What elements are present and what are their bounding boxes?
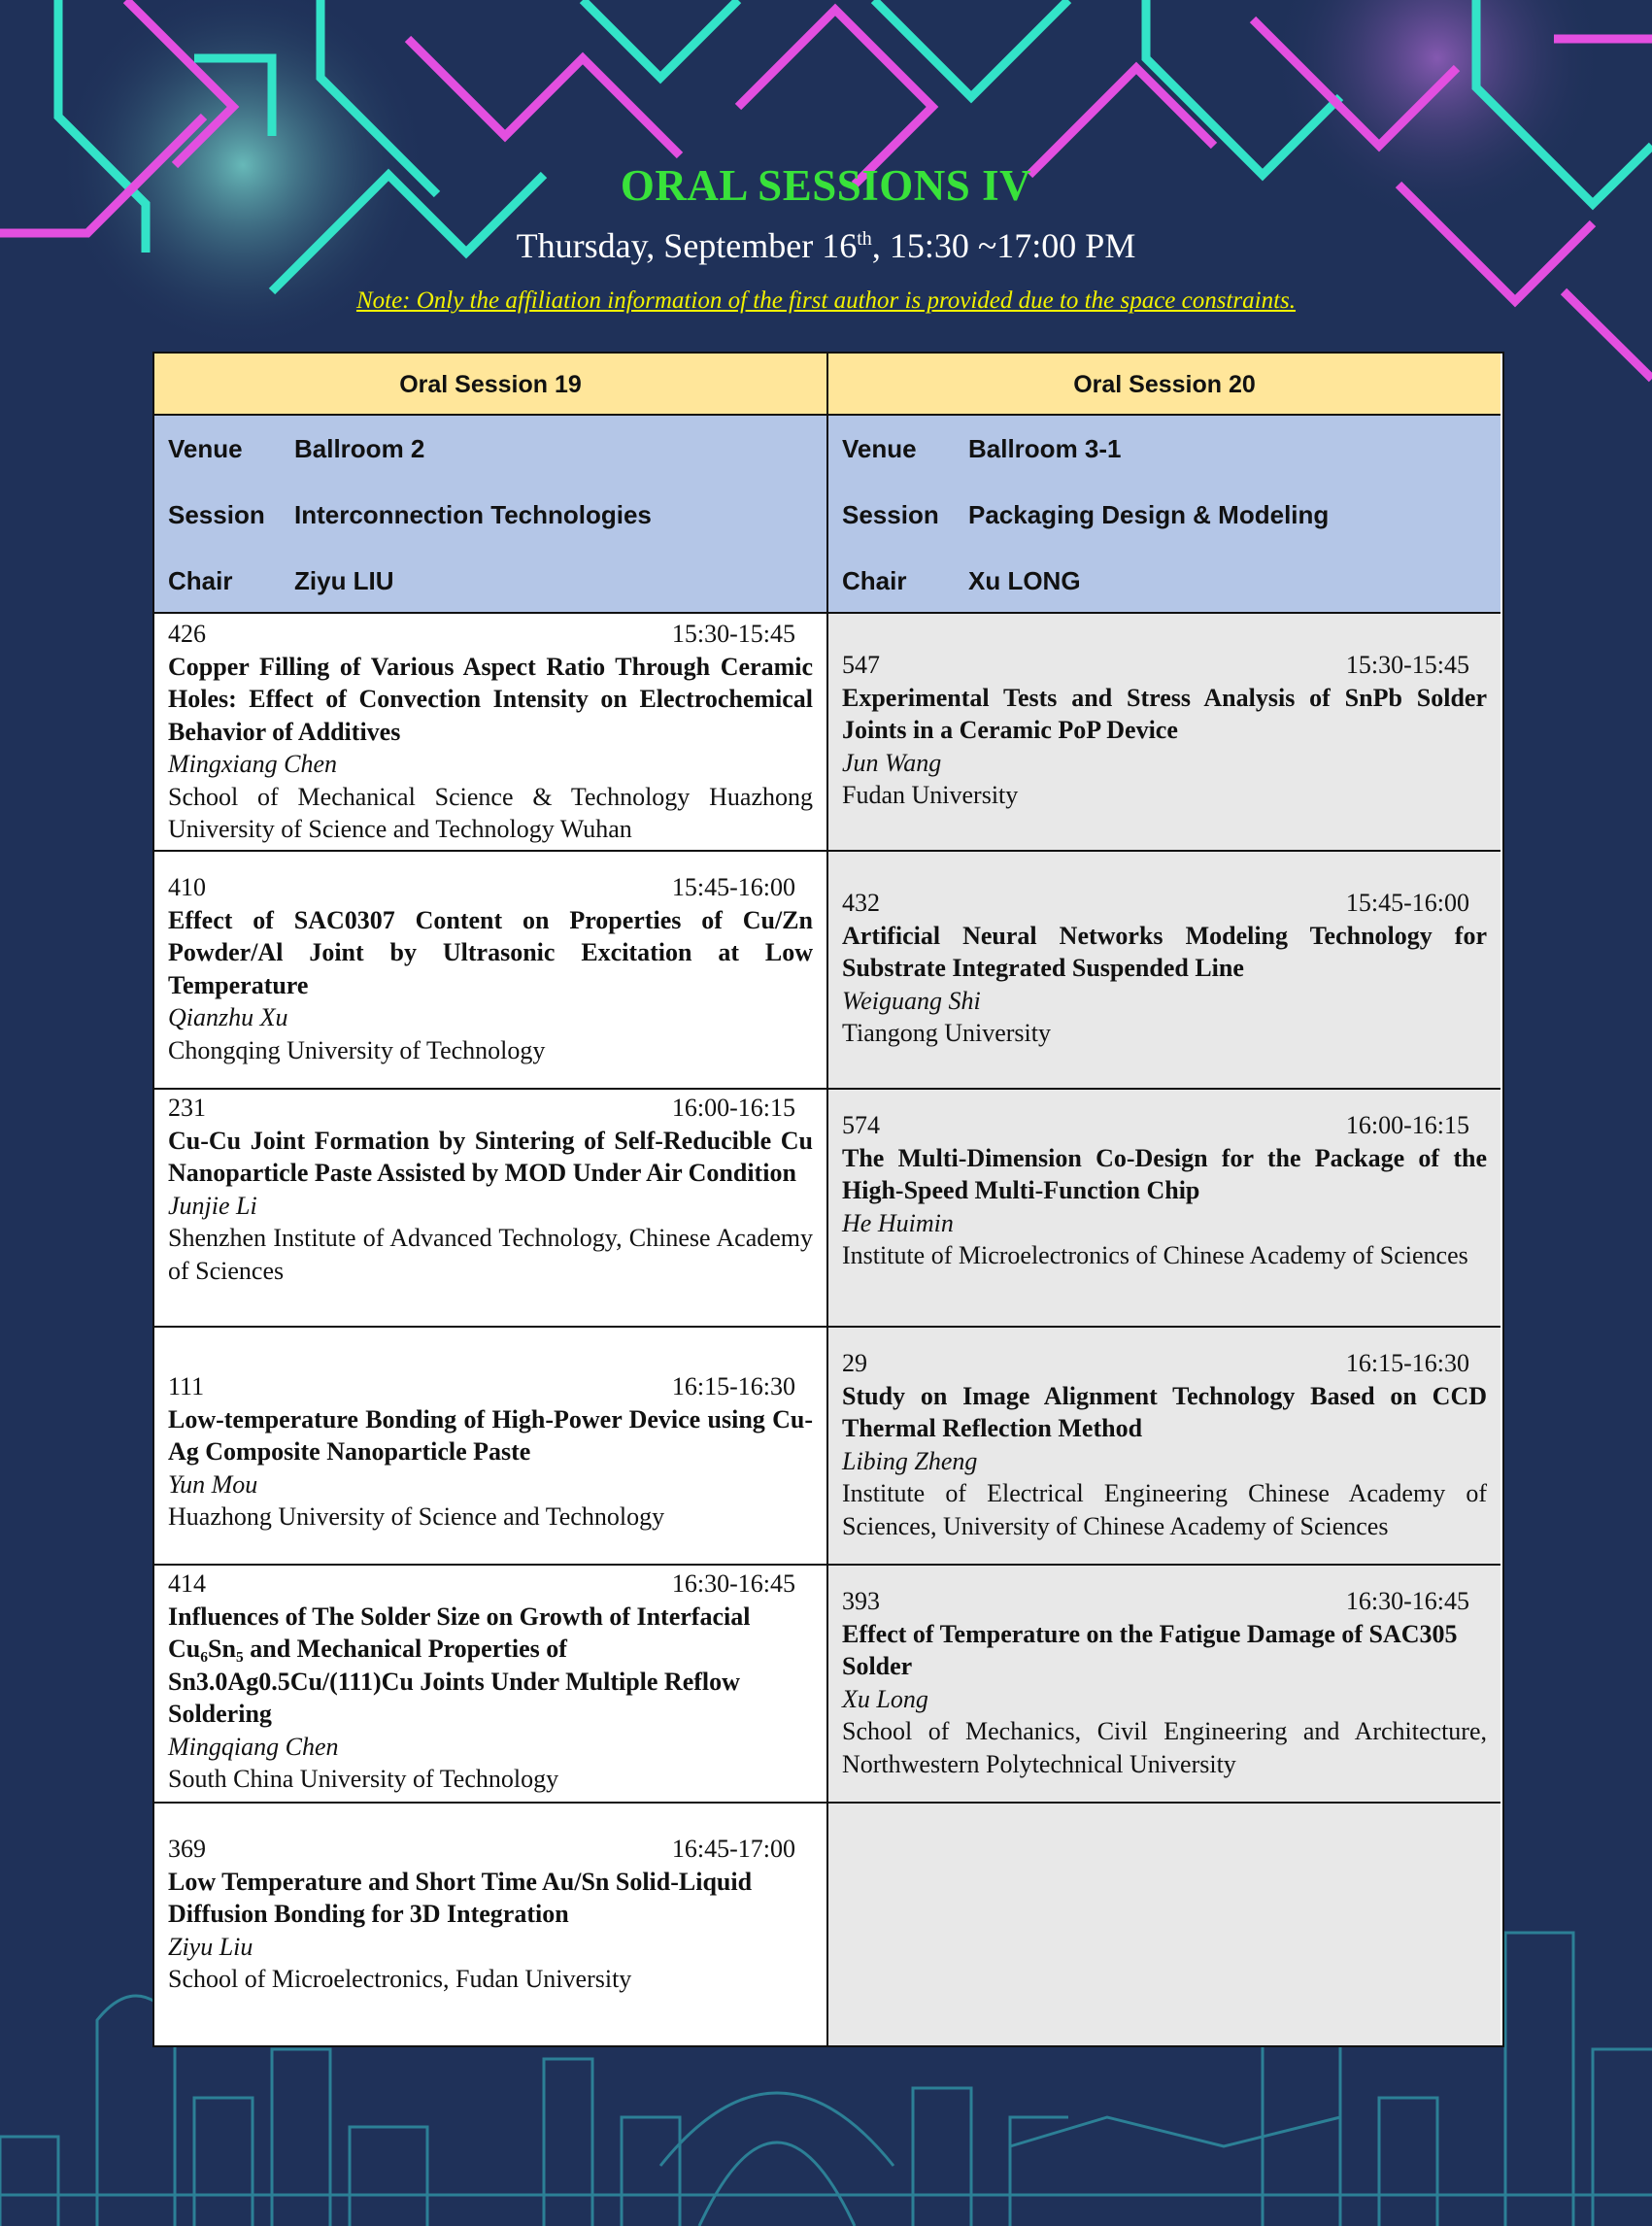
session-row	[842, 482, 1487, 548]
session-info	[828, 416, 1500, 614]
paper-id: 393	[842, 1587, 880, 1615]
paper-author: He Huimin	[842, 1208, 954, 1237]
paper-time: 15:30-15:45	[1345, 651, 1469, 679]
paper-author: Mingxiang Chen	[168, 750, 338, 778]
paper-id: 547	[842, 651, 880, 679]
paper-time: 16:15-16:30	[671, 1372, 795, 1400]
session-row	[168, 482, 813, 548]
paper-author: Jun Wang	[842, 748, 942, 777]
paper-affiliation: School of Microelectronics, Fudan University	[168, 1965, 632, 1993]
paper-entry	[154, 614, 826, 852]
venue-row	[842, 416, 1487, 482]
paper-affiliation: South China University of Technology	[168, 1765, 559, 1793]
paper-title: Low Temperature and Short Time Au/Sn Solid-Liquid Diffusion Bonding for 3D Integration	[168, 1867, 753, 1928]
paper-author: Libing Zheng	[842, 1446, 978, 1475]
paper-entry	[828, 852, 1500, 1090]
session-column-19	[154, 354, 828, 2045]
page-title: ORAL SESSIONS IV	[620, 161, 1032, 210]
date-suffix: , 15:30 ~17:00 PM	[871, 226, 1136, 265]
paper-title: Copper Filling of Various Aspect Ratio Through Ceramic Holes: Effect of Convection Intensity on Electrochemical Behavior of Additives	[168, 652, 813, 746]
paper-id: 574	[842, 1111, 880, 1139]
paper-entry	[154, 852, 826, 1090]
paper-entry	[154, 1090, 826, 1328]
paper-entry	[154, 1804, 826, 2045]
paper-title: The Multi-Dimension Co-Design for the Package of the High-Speed Multi-Function Chip	[842, 1143, 1487, 1204]
paper-time: 16:15-16:30	[1345, 1349, 1469, 1377]
paper-entry	[154, 1566, 826, 1804]
paper-entry	[154, 1328, 826, 1566]
paper-id: 414	[168, 1569, 206, 1598]
paper-time: 15:30-15:45	[671, 620, 795, 648]
paper-time: 16:30-16:45	[1345, 1587, 1469, 1615]
paper-title: Artificial Neural Networks Modeling Technology for Substrate Integrated Suspended Line	[842, 921, 1487, 982]
paper-id: 410	[168, 873, 206, 901]
paper-affiliation: Chongqing University of Technology	[168, 1035, 546, 1064]
chair-label: Chair	[168, 566, 233, 595]
paper-author: Xu Long	[842, 1684, 928, 1713]
session-label: Session	[168, 500, 265, 529]
paper-id: 432	[842, 889, 880, 917]
venue-value: Ballroom 3-1	[968, 434, 1122, 463]
session-value: Packaging Design & Modeling	[968, 500, 1330, 529]
paper-title: Influences of The Solder Size on Growth of Interfacial Cu₆Sn₅ and Mechanical Properties of Sn3.0Ag0.5Cu/(111)Cu Joints Under Multiple Reflow Soldering	[168, 1602, 751, 1728]
paper-author: Qianzhu Xu	[168, 1003, 288, 1031]
date-prefix: Thursday, September 16	[516, 226, 858, 265]
paper-id: 231	[168, 1094, 206, 1122]
paper-time: 16:00-16:15	[671, 1094, 795, 1122]
paper-affiliation: Fudan University	[842, 781, 1019, 809]
paper-title: Low-temperature Bonding of High-Power Device using Cu-Ag Composite Nanoparticle Paste	[168, 1404, 813, 1466]
paper-time: 15:45-16:00	[1345, 889, 1469, 917]
paper-author: Mingqiang Chen	[168, 1732, 339, 1761]
chair-value: Ziyu LIU	[294, 566, 394, 595]
session-header: Oral Session 20	[828, 354, 1500, 416]
session-value: Interconnection Technologies	[294, 500, 652, 529]
paper-id: 111	[168, 1372, 205, 1400]
paper-entry	[828, 614, 1500, 852]
paper-id: 369	[168, 1835, 206, 1863]
paper-id: 29	[842, 1349, 867, 1377]
paper-affiliation: School of Mechanics, Civil Engineering and Architecture, Northwestern Polytechnical University	[842, 1717, 1487, 1778]
paper-entry	[828, 1328, 1500, 1566]
venue-row	[168, 416, 813, 482]
paper-title: Experimental Tests and Stress Analysis of SnPb Solder Joints in a Ceramic PoP Device	[842, 683, 1487, 744]
session-header: Oral Session 19	[154, 354, 826, 416]
date-superscript: th	[857, 228, 872, 250]
paper-title: Cu-Cu Joint Formation by Sintering of Self-Reducible Cu Nanoparticle Paste Assisted by MOD Under Air Condition	[168, 1126, 813, 1187]
paper-affiliation: Institute of Microelectronics of Chinese Academy of Sciences	[842, 1241, 1468, 1269]
paper-entry	[828, 1566, 1500, 1804]
paper-author: Yun Mou	[168, 1469, 258, 1499]
venue-value: Ballroom 2	[294, 434, 425, 463]
chair-row	[168, 548, 813, 614]
session-column-20	[828, 354, 1500, 2045]
paper-title: Study on Image Alignment Technology Based on CCD Thermal Reflection Method	[842, 1381, 1487, 1442]
space-note: Note: Only the affiliation information of the first author is provided due to the space constraints.	[355, 287, 1297, 314]
chair-label: Chair	[842, 566, 907, 595]
paper-author: Junjie Li	[168, 1191, 257, 1220]
paper-author: Ziyu Liu	[168, 1932, 253, 1961]
session-date	[0, 225, 1652, 266]
chair-value: Xu LONG	[968, 566, 1081, 595]
paper-id: 426	[168, 620, 206, 648]
paper-title: Effect of Temperature on the Fatigue Damage of SAC305 Solder	[842, 1619, 1458, 1680]
paper-time: 16:30-16:45	[671, 1569, 795, 1598]
venue-label: Venue	[168, 434, 243, 463]
session-label: Session	[842, 500, 939, 529]
paper-entry	[828, 1090, 1500, 1328]
paper-title: Effect of SAC0307 Content on Properties of Cu/Zn Powder/Al Joint by Ultrasonic Excitation at Low Temperature	[168, 905, 813, 999]
paper-affiliation: Huazhong University of Science and Technology	[168, 1502, 665, 1531]
schedule-table	[152, 352, 1504, 2047]
paper-affiliation: Tiangong University	[842, 1019, 1051, 1047]
paper-time: 16:00-16:15	[1345, 1111, 1469, 1139]
session-info	[154, 416, 826, 614]
chair-row	[842, 548, 1487, 614]
venue-label: Venue	[842, 434, 917, 463]
paper-time: 15:45-16:00	[671, 873, 795, 901]
paper-author: Weiguang Shi	[842, 986, 981, 1015]
paper-affiliation: Institute of Electrical Engineering Chinese Academy of Sciences, University of Chinese Academy of Sciences	[842, 1479, 1487, 1540]
paper-affiliation: School of Mechanical Science & Technology Huazhong University of Science and Technology Wuhan	[168, 782, 813, 843]
paper-time: 16:45-17:00	[671, 1835, 795, 1863]
paper-affiliation: Shenzhen Institute of Advanced Technology, Chinese Academy of Sciences	[168, 1224, 813, 1285]
